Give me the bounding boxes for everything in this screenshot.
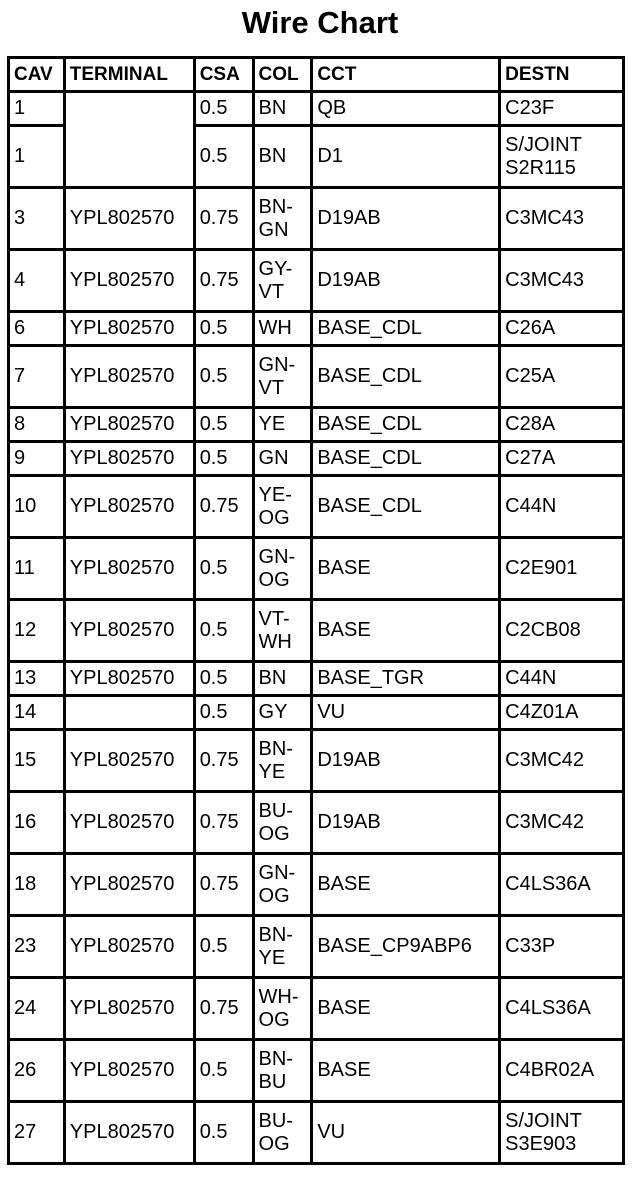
- cell-csa: 0.5: [196, 601, 252, 660]
- cell-cav: 16: [10, 793, 63, 852]
- cell-cav: 23: [10, 917, 63, 976]
- cell-destn: C4BR02A: [501, 1041, 622, 1100]
- cell-cct: BASE_CDL: [313, 477, 498, 536]
- cell-destn: S/JOINT S3E903: [501, 1103, 622, 1162]
- cell-destn: C2CB08: [501, 601, 622, 660]
- cell-csa: 0.5: [196, 917, 252, 976]
- cell-cav: 12: [10, 601, 63, 660]
- cell-cav: 14: [10, 697, 63, 728]
- cell-cct: BASE: [313, 979, 498, 1038]
- cell-col: YE: [255, 409, 311, 440]
- cell-csa: 0.5: [196, 127, 252, 186]
- table-row: [10, 731, 622, 790]
- cell-cct: BASE: [313, 539, 498, 598]
- cell-cct: BASE: [313, 855, 498, 914]
- cell-cct: BASE_CDL: [313, 443, 498, 474]
- cell-terminal: [66, 697, 193, 728]
- cell-terminal: YPL802570: [66, 313, 193, 344]
- header-destn: DESTN: [501, 59, 622, 90]
- cell-cav: 4: [10, 251, 63, 310]
- cell-terminal: YPL802570: [66, 731, 193, 790]
- cell-col: BN: [255, 127, 311, 186]
- cell-cav: 11: [10, 539, 63, 598]
- cell-destn: C33P: [501, 917, 622, 976]
- cell-destn: C26A: [501, 313, 622, 344]
- cell-col: WH: [255, 313, 311, 344]
- cell-cct: VU: [313, 1103, 498, 1162]
- table-row: [10, 251, 622, 310]
- wire-chart-table: [7, 56, 625, 1165]
- cell-destn: S/JOINT S2R115: [501, 127, 622, 186]
- cell-csa: 0.5: [196, 1103, 252, 1162]
- cell-destn: C4Z01A: [501, 697, 622, 728]
- cell-destn: C4LS36A: [501, 979, 622, 1038]
- table-row: [10, 189, 622, 248]
- header-row: [10, 59, 622, 90]
- cell-terminal: YPL802570: [66, 979, 193, 1038]
- table-row: [10, 917, 622, 976]
- cell-col: BN: [255, 93, 311, 124]
- cell-cct: QB: [313, 93, 498, 124]
- cell-terminal: YPL802570: [66, 539, 193, 598]
- cell-terminal: YPL802570: [66, 793, 193, 852]
- cell-destn: C44N: [501, 663, 622, 694]
- cell-col: BU-OG: [255, 1103, 311, 1162]
- cell-cav: 27: [10, 1103, 63, 1162]
- cell-cct: BASE: [313, 1041, 498, 1100]
- table-row: [10, 409, 622, 440]
- cell-cct: D19AB: [313, 793, 498, 852]
- cell-csa: 0.75: [196, 979, 252, 1038]
- table-row: [10, 1041, 622, 1100]
- table-body: [10, 93, 622, 1162]
- cell-csa: 0.75: [196, 793, 252, 852]
- cell-terminal: YPL802570: [66, 1103, 193, 1162]
- cell-csa: 0.75: [196, 855, 252, 914]
- cell-terminal: YPL802570: [66, 1041, 193, 1100]
- cell-terminal: YPL802570: [66, 409, 193, 440]
- cell-col: BN-YE: [255, 731, 311, 790]
- cell-destn: C4LS36A: [501, 855, 622, 914]
- cell-cct: BASE_CDL: [313, 313, 498, 344]
- cell-destn: C2E901: [501, 539, 622, 598]
- cell-destn: C27A: [501, 443, 622, 474]
- cell-cav: 18: [10, 855, 63, 914]
- cell-cav: 3: [10, 189, 63, 248]
- cell-csa: 0.75: [196, 477, 252, 536]
- cell-terminal: YPL802570: [66, 189, 193, 248]
- cell-col: GN-VT: [255, 347, 311, 406]
- cell-col: BN: [255, 663, 311, 694]
- cell-cav: 26: [10, 1041, 63, 1100]
- cell-csa: 0.5: [196, 409, 252, 440]
- cell-cav: 15: [10, 731, 63, 790]
- cell-cav: 10: [10, 477, 63, 536]
- cell-csa: 0.5: [196, 443, 252, 474]
- cell-col: GN-OG: [255, 539, 311, 598]
- cell-col: GY: [255, 697, 311, 728]
- cell-cct: D1: [313, 127, 498, 186]
- cell-csa: 0.5: [196, 93, 252, 124]
- cell-destn: C23F: [501, 93, 622, 124]
- cell-cav: 7: [10, 347, 63, 406]
- cell-col: VT-WH: [255, 601, 311, 660]
- cell-terminal: YPL802570: [66, 855, 193, 914]
- table-row: [10, 697, 622, 728]
- cell-terminal: YPL802570: [66, 251, 193, 310]
- cell-col: GY-VT: [255, 251, 311, 310]
- table-row: [10, 979, 622, 1038]
- cell-csa: 0.5: [196, 1041, 252, 1100]
- table-row: [10, 347, 622, 406]
- cell-col: BN-GN: [255, 189, 311, 248]
- cell-csa: 0.75: [196, 189, 252, 248]
- cell-csa: 0.75: [196, 731, 252, 790]
- cell-csa: 0.5: [196, 697, 252, 728]
- page-title: Wire Chart: [241, 5, 399, 40]
- table-row: [10, 539, 622, 598]
- cell-terminal: YPL802570: [66, 917, 193, 976]
- cell-cct: BASE_CP9ABP6: [313, 917, 498, 976]
- cell-cct: D19AB: [313, 189, 498, 248]
- cell-cav: 24: [10, 979, 63, 1038]
- table-row: [10, 443, 622, 474]
- table-row: [10, 313, 622, 344]
- table-row: [10, 601, 622, 660]
- cell-col: BN-BU: [255, 1041, 311, 1100]
- cell-terminal: YPL802570: [66, 663, 193, 694]
- cell-cct: BASE_CDL: [313, 347, 498, 406]
- cell-csa: 0.5: [196, 539, 252, 598]
- cell-cav: 9: [10, 443, 63, 474]
- cell-terminal: [66, 93, 193, 186]
- table-row: [10, 793, 622, 852]
- table-row: [10, 663, 622, 694]
- cell-col: GN: [255, 443, 311, 474]
- cell-cct: D19AB: [313, 731, 498, 790]
- table-row: [10, 93, 622, 124]
- header-terminal: TERMINAL: [66, 59, 193, 90]
- cell-terminal: YPL802570: [66, 477, 193, 536]
- table-row: [10, 1103, 622, 1162]
- cell-col: WH-OG: [255, 979, 311, 1038]
- header-csa: CSA: [196, 59, 252, 90]
- cell-destn: C44N: [501, 477, 622, 536]
- cell-destn: C28A: [501, 409, 622, 440]
- cell-terminal: YPL802570: [66, 347, 193, 406]
- cell-cav: 1: [10, 127, 63, 186]
- cell-cav: 6: [10, 313, 63, 344]
- cell-csa: 0.5: [196, 663, 252, 694]
- header-cav: CAV: [10, 59, 63, 90]
- table-row: [10, 477, 622, 536]
- cell-col: BN-YE: [255, 917, 311, 976]
- cell-csa: 0.5: [196, 347, 252, 406]
- cell-cct: BASE_TGR: [313, 663, 498, 694]
- cell-cct: BASE: [313, 601, 498, 660]
- cell-csa: 0.5: [196, 313, 252, 344]
- cell-terminal: YPL802570: [66, 601, 193, 660]
- cell-destn: C3MC43: [501, 251, 622, 310]
- cell-col: GN-OG: [255, 855, 311, 914]
- header-cct: CCT: [313, 59, 498, 90]
- cell-col: BU-OG: [255, 793, 311, 852]
- cell-destn: C25A: [501, 347, 622, 406]
- cell-cct: D19AB: [313, 251, 498, 310]
- table-row: [10, 855, 622, 914]
- cell-cct: VU: [313, 697, 498, 728]
- header-col: COL: [255, 59, 311, 90]
- cell-cct: BASE_CDL: [313, 409, 498, 440]
- cell-col: YE-OG: [255, 477, 311, 536]
- cell-cav: 1: [10, 93, 63, 124]
- cell-destn: C3MC42: [501, 731, 622, 790]
- cell-csa: 0.75: [196, 251, 252, 310]
- cell-cav: 8: [10, 409, 63, 440]
- cell-destn: C3MC43: [501, 189, 622, 248]
- cell-destn: C3MC42: [501, 793, 622, 852]
- cell-cav: 13: [10, 663, 63, 694]
- cell-terminal: YPL802570: [66, 443, 193, 474]
